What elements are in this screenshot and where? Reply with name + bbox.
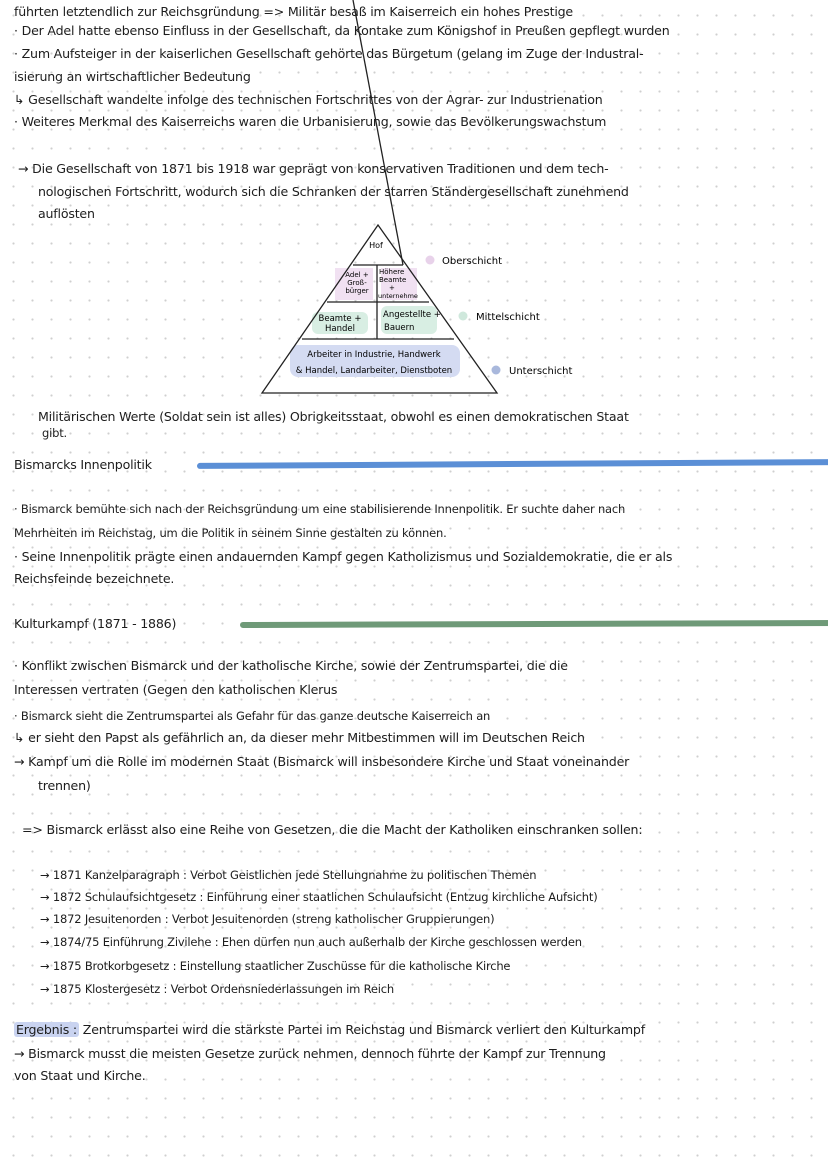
note-line: · Konflikt zwischen Bismarck und der katholische Kirche, sowie der Zentrumspartei, die die — [14, 658, 568, 673]
note-line: · Weiteres Merkmal des Kaiserreichs waren die Urbanisierung, sowie das Bevölkerungswachstum — [14, 114, 607, 129]
legend-dot-oberschicht — [426, 256, 435, 265]
social-pyramid-diagram — [0, 0, 828, 400]
pyramid-arbeiter: & Handel, Landarbeiter, Dienstboten — [295, 366, 453, 376]
law-item: → 1875 Klostergesetz : Verbot Ordensniederlassungen im Reich — [40, 982, 394, 996]
legend-dot-unterschicht — [492, 366, 501, 375]
note-line: · Der Adel hatte ebenso Einfluss in der Gesellschaft, da Kontake zum Königshof in Preußen gepflegt wurden — [14, 23, 670, 38]
result-label: Ergebnis : — [16, 1022, 77, 1037]
note-line: · Bismarck sieht die Zentrumspartei als Gefahr für das ganze deutsche Kaiserreich an — [14, 709, 491, 723]
note-line: → Kampf um die Rolle im modernen Staat (Bismarck will insbesondere Kirche und Staat voneinander — [14, 754, 630, 769]
note-line: ↳ er sieht den Papst als gefährlich an, da dieser mehr Mitbestimmen will im Deutschen Reich — [14, 730, 585, 745]
legend-mittelschicht: Mittelschicht — [476, 312, 540, 323]
heading-underline-bar — [240, 620, 828, 628]
legend-unterschicht: Unterschicht — [509, 366, 573, 377]
law-item: → 1872 Schulaufsichtgesetz : Einführung einer staatlichen Schulaufsicht (Entzug kirchliche Aufsicht) — [40, 890, 598, 904]
pyramid-adel: Adel + — [345, 271, 369, 279]
pyramid-beamte: Beamte + — [318, 314, 362, 324]
note-line: · Seine Innenpolitik prägte einen andauernden Kampf gegen Katholizismus und Sozialdemokratie, die er als — [14, 549, 673, 564]
note-line: auflösten — [38, 206, 95, 221]
pyramid-hoehere: unternehme — [378, 292, 418, 300]
note-line: Reichsfeinde bezeichnete. — [14, 571, 175, 586]
pyramid-angestellte: Angestellte + — [383, 310, 441, 320]
pyramid-beamte: Handel — [325, 324, 355, 334]
pyramid-hoehere: + — [389, 284, 395, 292]
note-line: Mehrheiten im Reichstag, um die Politik in seinem Sinne gestalten zu können. — [14, 526, 447, 540]
result-text: Zentrumspartei wird die stärkste Partei im Reichstag und Bismarck verliert den Kulturkampf — [82, 1022, 645, 1037]
law-item: → 1872 Jesuitenorden : Verbot Jesuitenorden (streng katholischer Gruppierungen) — [40, 912, 495, 926]
note-line: nologischen Fortschritt, wodurch sich die Schranken der starren Ständergesellschaft zunehmend — [38, 184, 629, 199]
pyramid-hoehere: Höhere — [379, 268, 405, 276]
note-line: ↳ Gesellschaft wandelte infolge des technischen Fortschrittes von der Agrar- zur Industrienation — [14, 92, 603, 107]
note-line: · Zum Aufsteiger in der kaiserlichen Gesellschaft gehörte das Bürgetum (gelang im Zuge der Industral- — [14, 46, 644, 61]
note-line: Interessen vertraten (Gegen den katholischen Klerus — [14, 682, 338, 697]
pyramid-arbeiter: Arbeiter in Industrie, Handwerk — [307, 350, 441, 360]
section-heading: Bismarcks Innenpolitik — [14, 457, 152, 472]
note-line: von Staat und Kirche. — [14, 1068, 146, 1083]
note-line: · Bismarck bemühte sich nach der Reichsgründung um eine stabilisierende Innenpolitik. Er suchte daher nach — [14, 502, 626, 516]
note-line: Militärischen Werte (Soldat sein ist alles) Obrigkeitsstaat, obwohl es einen demokratischen Staat — [38, 409, 629, 424]
note-line: führten letztendlich zur Reichsgründung => Militär besaß im Kaiserreich ein hohes Prestige — [14, 4, 573, 19]
law-item: → 1871 Kanzelparagraph : Verbot Geistlichen jede Stellungnahme zu politischen Themen — [40, 868, 537, 882]
note-line: => Bismarck erlässt also eine Reihe von Gesetzen, die die Macht der Katholiken einschranken sollen: — [22, 822, 643, 837]
law-item: → 1875 Brotkorbgesetz : Einstellung staatlicher Zuschüsse für die katholische Kirche — [40, 959, 511, 973]
pyramid-adel: bürger — [345, 287, 369, 295]
note-line: → Die Gesellschaft von 1871 bis 1918 war geprägt von konservativen Traditionen und dem tech- — [18, 161, 609, 176]
legend-oberschicht: Oberschicht — [442, 256, 503, 267]
law-item: → 1874/75 Einführung Zivilehe : Ehen dürfen nun auch außerhalb der Kirche geschlossen werden — [40, 935, 582, 949]
note-line: isierung an wirtschaftlicher Bedeutung — [14, 69, 251, 84]
pyramid-angestellte: Bauern — [384, 323, 415, 333]
pyramid-adel: Groß- — [347, 279, 367, 287]
result-line — [14, 1022, 645, 1038]
section-heading: Kulturkampf (1871 - 1886) — [14, 616, 177, 631]
pyramid-hof: Hof — [369, 241, 383, 250]
heading-underline-bar — [197, 459, 828, 469]
note-line: trennen) — [38, 778, 91, 793]
note-line: → Bismarck musst die meisten Gesetze zurück nehmen, dennoch führte der Kampf zur Trennung — [14, 1046, 606, 1061]
pyramid-hoehere: Beamte — [379, 276, 407, 284]
legend-dot-mittelschicht — [459, 312, 468, 321]
note-line: gibt. — [42, 426, 67, 440]
